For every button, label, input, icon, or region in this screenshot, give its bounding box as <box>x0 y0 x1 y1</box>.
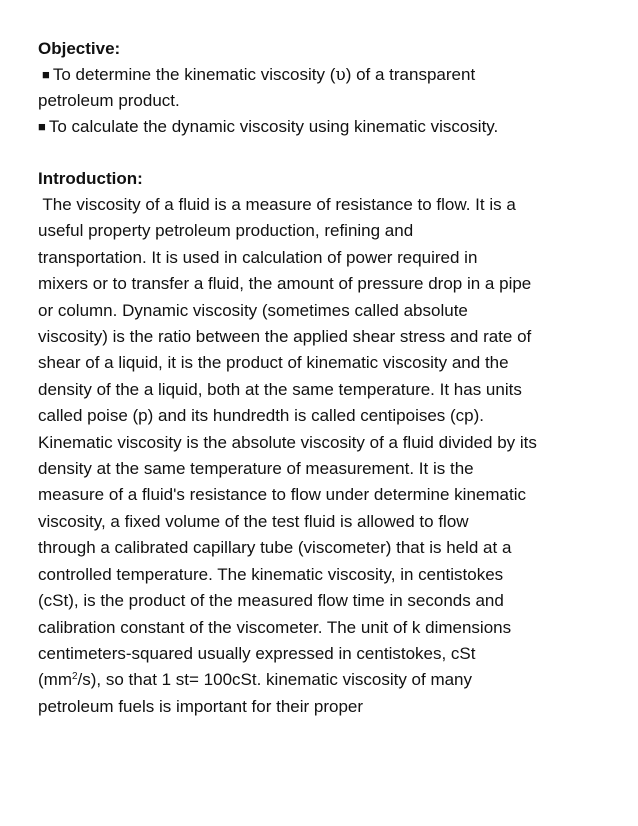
paragraph-line: shear of a liquid, it is the product of kinematic viscosity and the <box>38 353 509 373</box>
paragraph-line: measure of a fluid's resistance to flow under determine kinematic <box>38 485 526 505</box>
objective-bullet-1-text-b: ) of a transparent <box>345 65 476 84</box>
units-prefix: (mm <box>38 670 72 690</box>
document-page <box>38 36 598 720</box>
objective-bullet-1-text-a: To determine the kinematic viscosity ( <box>52 65 336 84</box>
superscript-two: 2 <box>71 671 78 683</box>
objective-bullet-2 <box>38 114 598 140</box>
paragraph-line: controlled temperature. The kinematic viscosity, in centistokes <box>38 564 504 584</box>
objective-heading: Objective: <box>38 39 121 58</box>
paragraph-line: density at the same temperature of measurement. It is the <box>38 459 474 479</box>
paragraph-line: mixers or to transfer a fluid, the amount of pressure drop in a pipe <box>38 274 532 294</box>
square-bullet-icon: ■ <box>42 67 50 82</box>
square-bullet-icon: ■ <box>38 119 46 134</box>
paragraph-line: centimeters-squared usually expressed in centistokes, cSt <box>38 643 476 663</box>
paragraph-line: (cSt), is the product of the measured flow time in seconds and <box>38 591 504 611</box>
paragraph-line: useful property petroleum production, refining and <box>38 221 414 241</box>
introduction-heading: Introduction: <box>38 169 143 188</box>
paragraph-line: called poise (p) and its hundredth is called centipoises (cp). <box>38 406 485 426</box>
paragraph-line: viscosity) is the ratio between the applied shear stress and rate of <box>38 327 532 347</box>
paragraph-line: density of the a liquid, both at the same temperature. It has units <box>38 379 522 399</box>
paragraph-line: viscosity, a fixed volume of the test fluid is allowed to flow <box>38 511 469 531</box>
paragraph-line: or column. Dynamic viscosity (sometimes called absolute <box>38 300 468 320</box>
introduction-paragraph <box>38 192 598 720</box>
paragraph-line: Kinematic viscosity is the absolute viscosity of a fluid divided by its <box>38 432 537 452</box>
upsilon-symbol: υ <box>335 65 346 85</box>
objective-bullet-1 <box>38 62 598 88</box>
objective-bullet-2-text: To calculate the dynamic viscosity using kinematic viscosity. <box>48 117 499 136</box>
paragraph-line: calibration constant of the viscometer. The unit of k dimensions <box>38 617 512 637</box>
paragraph-line-units <box>38 667 598 693</box>
paragraph-line: transportation. It is used in calculation of power required in <box>38 247 478 267</box>
paragraph-line: through a calibrated capillary tube (viscometer) that is held at a <box>38 538 512 558</box>
objective-bullet-1-continuation: petroleum product. <box>38 91 180 110</box>
section-spacer <box>38 140 598 166</box>
paragraph-line: petroleum fuels is important for their proper <box>38 696 364 716</box>
units-suffix: /s), so that 1 st= 100cSt. kinematic viscosity of many <box>77 670 473 690</box>
paragraph-line: The viscosity of a fluid is a measure of resistance to flow. It is a <box>38 195 516 214</box>
